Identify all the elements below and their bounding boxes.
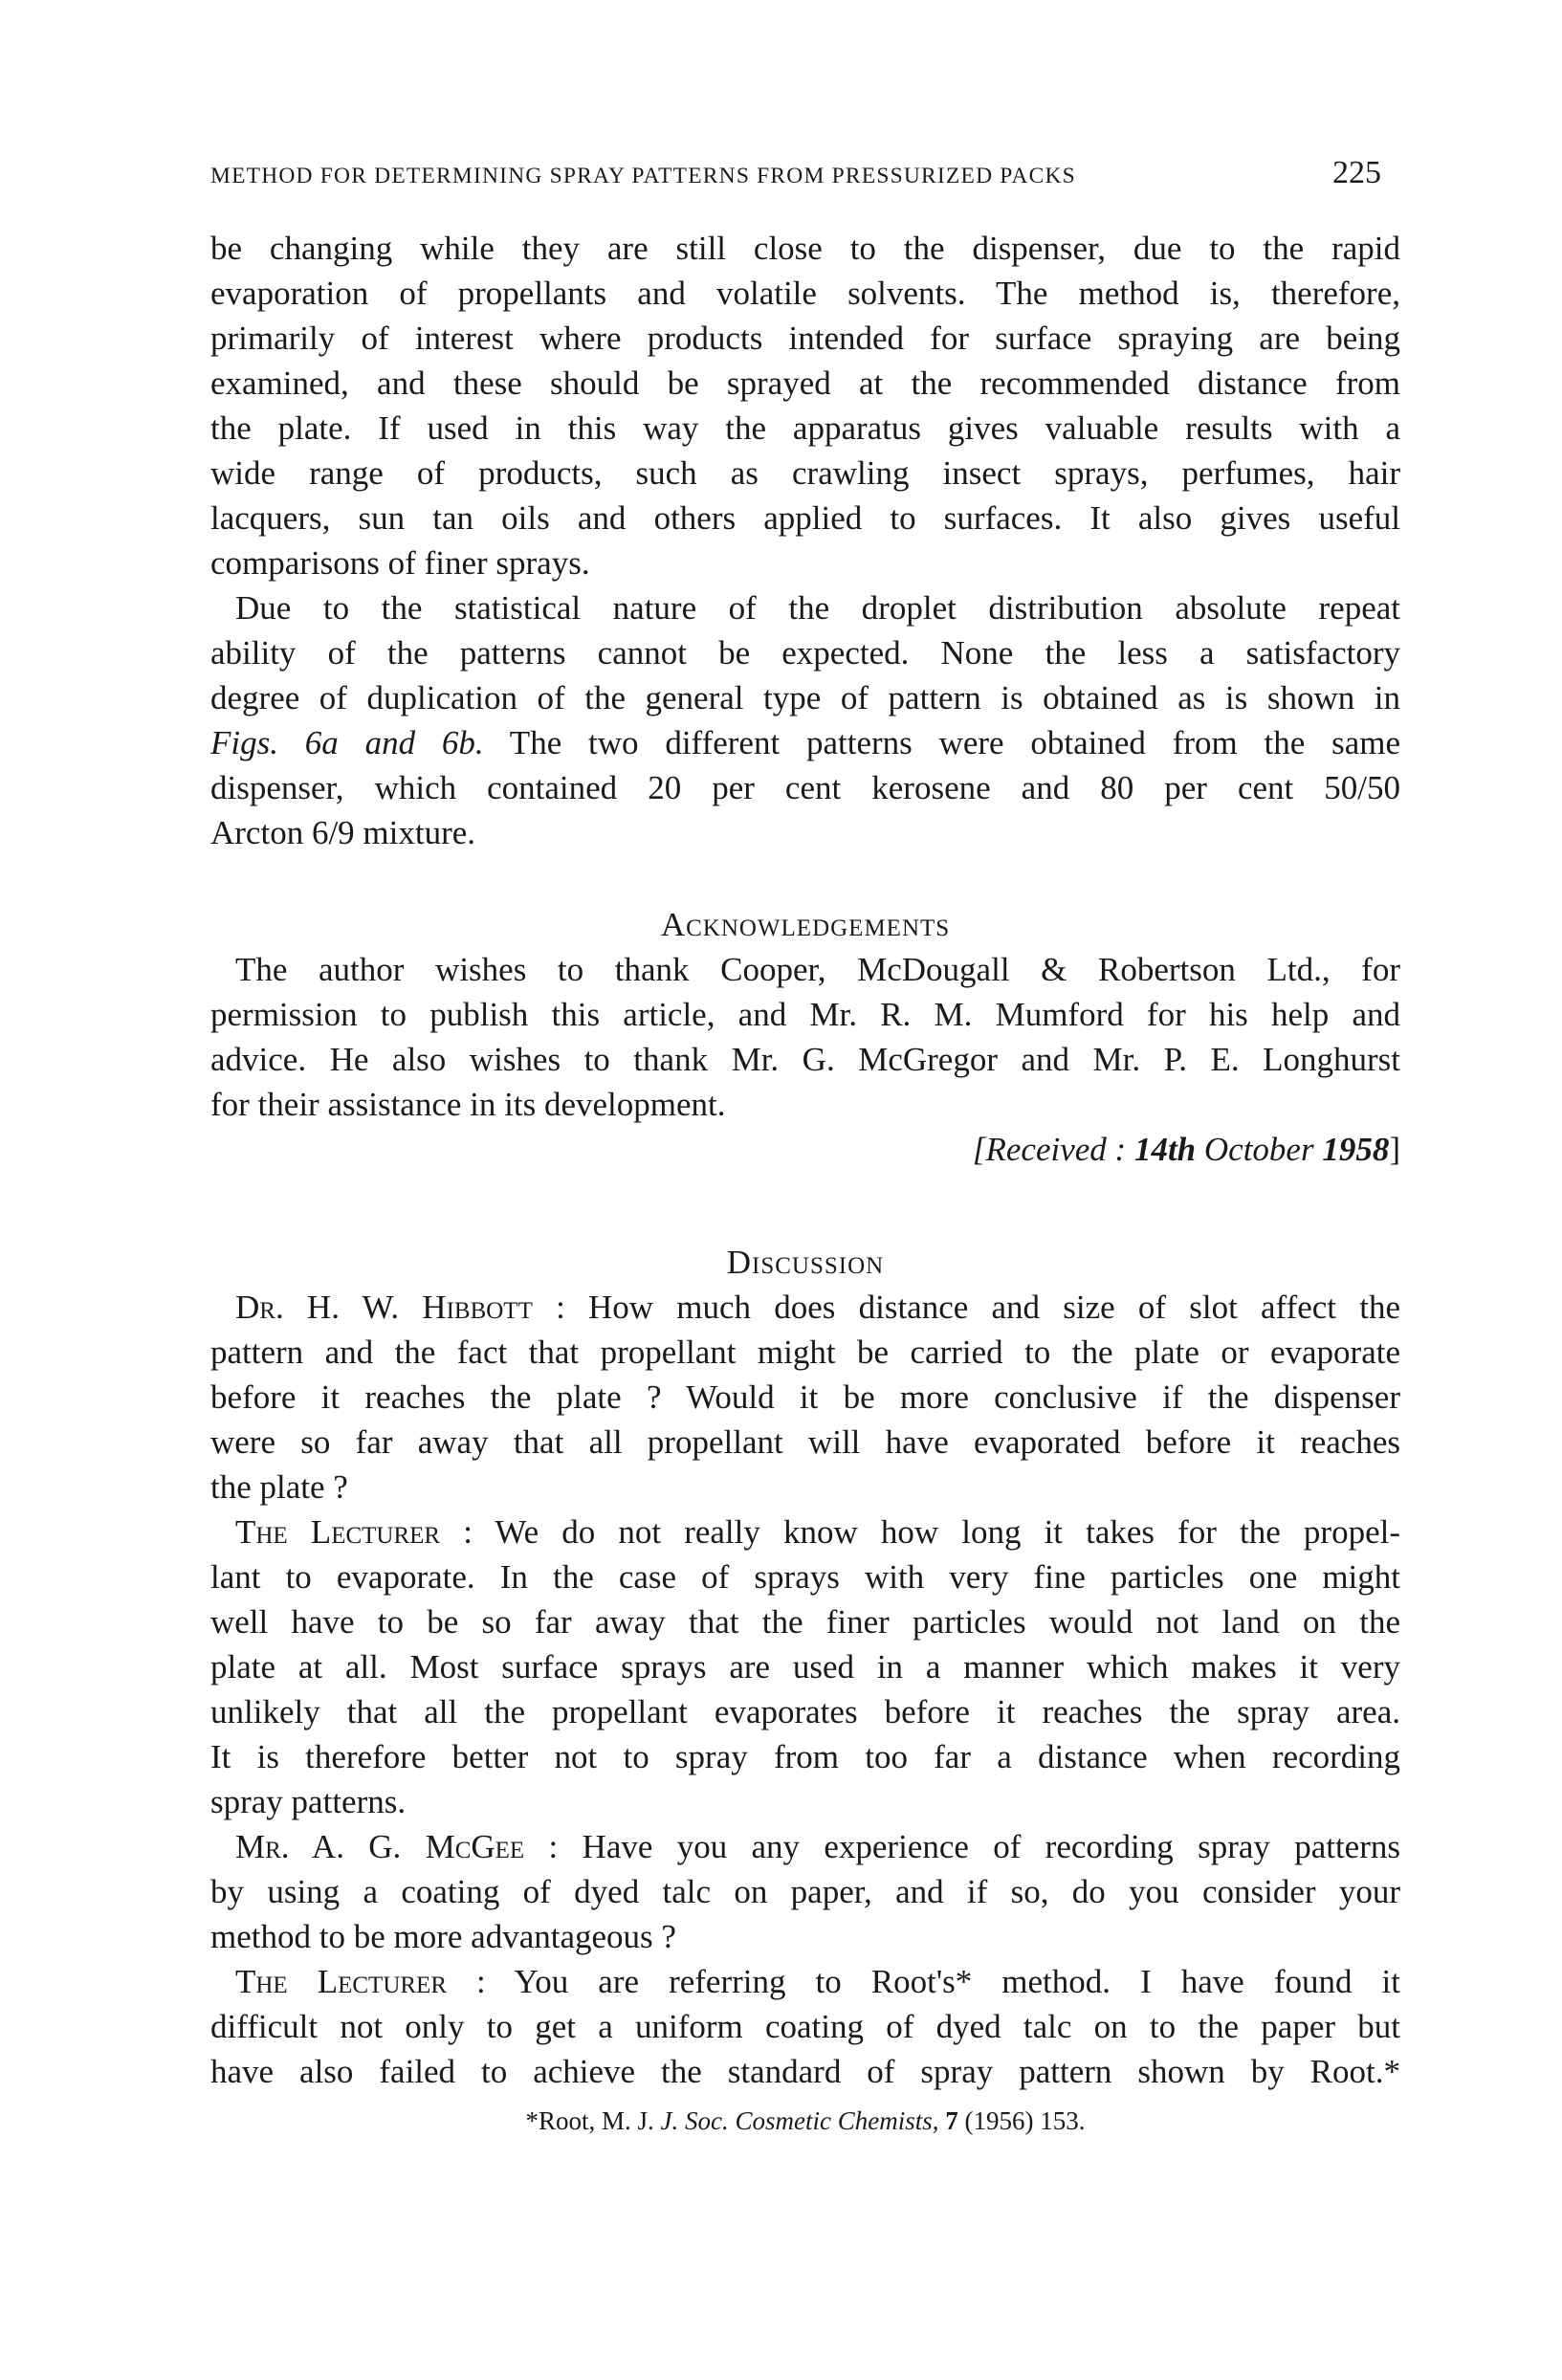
text-segment: : Have you any experience of recording spray patterns bbox=[524, 1828, 1400, 1865]
text-line bbox=[210, 271, 1400, 316]
speaker-name: Mr. A. G. McGee bbox=[235, 1828, 525, 1865]
text-segment: dispenser, which contained 20 per cent kerosene and 80 per cent 50/50 bbox=[210, 769, 1400, 806]
page-number: 225 bbox=[1332, 155, 1381, 190]
text-line bbox=[210, 1465, 1400, 1510]
text-segment: Due to the statistical nature of the droplet distribution absolute repeat bbox=[235, 589, 1400, 627]
text-line bbox=[210, 720, 1400, 765]
body-text bbox=[210, 226, 1400, 855]
text-line bbox=[210, 1869, 1400, 1914]
text-line bbox=[210, 1420, 1400, 1465]
text-line bbox=[210, 992, 1400, 1037]
text-segment: spray patterns. bbox=[210, 1783, 407, 1820]
text-line bbox=[210, 1824, 1400, 1869]
text-segment: were so far away that all propellant will have evaporated before it reaches bbox=[210, 1423, 1400, 1461]
text-line bbox=[210, 451, 1400, 496]
text-segment: have also failed to achieve the standard of spray pattern shown by Root.* bbox=[210, 2053, 1400, 2090]
text-segment: Arcton 6/9 mixture. bbox=[210, 814, 476, 851]
text-line bbox=[210, 585, 1400, 630]
text-line bbox=[210, 1914, 1400, 1959]
text-line bbox=[210, 1599, 1400, 1644]
running-header bbox=[210, 155, 1381, 197]
text-line bbox=[210, 947, 1400, 992]
text-line bbox=[210, 630, 1400, 675]
text-segment: 7 bbox=[945, 2106, 958, 2135]
discussion-section bbox=[210, 1240, 1400, 2094]
text-segment: difficult not only to get a uniform coating of dyed talc on to the paper but bbox=[210, 2008, 1400, 2045]
text-segment: the plate. If used in this way the apparatus gives valuable results with a bbox=[210, 409, 1400, 447]
text-segment: degree of duplication of the general type of pattern is obtained as is shown in bbox=[210, 679, 1400, 716]
text-segment: The author wishes to thank Cooper, McDougall & Robertson Ltd., for bbox=[235, 951, 1400, 988]
text-segment: 14th bbox=[1133, 1131, 1197, 1168]
text-line bbox=[210, 1959, 1400, 2004]
discussion-heading: Discussion bbox=[726, 1244, 885, 1281]
text-line bbox=[210, 1082, 1400, 1127]
text-segment: : You are referring to Root's* method. I have found it bbox=[447, 1963, 1400, 2000]
text-line bbox=[210, 226, 1400, 271]
text-segment: be changing while they are still close to the dispenser, due to the rapid bbox=[210, 230, 1400, 267]
footnote bbox=[210, 2102, 1400, 2140]
text-line bbox=[210, 1689, 1400, 1734]
text-segment: ability of the patterns cannot be expected. None the less a satisfactory bbox=[210, 634, 1400, 672]
speaker-name: The Lecturer bbox=[235, 1513, 441, 1551]
text-segment: well have to be so far away that the finer particles would not land on the bbox=[210, 1603, 1400, 1641]
text-line bbox=[210, 2004, 1400, 2049]
text-line bbox=[210, 540, 1400, 585]
text-segment: primarily of interest where products intended for surface spraying are being bbox=[210, 320, 1400, 357]
received-date bbox=[210, 1127, 1400, 1172]
text-segment: advice. He also wishes to thank Mr. G. McGregor and Mr. P. E. Longhurst bbox=[210, 1041, 1400, 1078]
text-segment: [Received : bbox=[972, 1131, 1134, 1168]
text-segment: Figs. 6a and 6b. bbox=[210, 724, 484, 761]
text-segment: pattern and the fact that propellant might be carried to the plate or evaporate bbox=[210, 1333, 1400, 1371]
text-line bbox=[210, 1554, 1400, 1599]
text-segment: permission to publish this article, and Mr. R. M. Mumford for his help and bbox=[210, 996, 1400, 1033]
running-title: METHOD FOR DETERMINING SPRAY PATTERNS FROM PRESSURIZED PACKS bbox=[210, 164, 1076, 188]
text-segment: by using a coating of dyed talc on paper, and if so, do you consider your bbox=[210, 1873, 1400, 1910]
text-line bbox=[210, 316, 1400, 361]
text-segment: the plate ? bbox=[210, 1468, 348, 1506]
acknowledgements-text bbox=[210, 947, 1400, 1127]
text-segment: J. Soc. Cosmetic Chemists, bbox=[660, 2106, 939, 2135]
text-segment: examined, and these should be sprayed at the recommended distance from bbox=[210, 364, 1400, 402]
text-segment: *Root, M. J. bbox=[525, 2106, 661, 2135]
text-line bbox=[210, 1734, 1400, 1779]
text-segment: : How much does distance and size of slot affect the bbox=[532, 1289, 1400, 1326]
speaker-name: Dr. H. W. Hibbott bbox=[235, 1289, 533, 1326]
speaker-name: The Lecturer bbox=[235, 1963, 448, 2000]
text-line bbox=[210, 406, 1400, 451]
text-line bbox=[210, 1375, 1400, 1420]
acknowledgements-heading: Acknowledgements bbox=[660, 906, 951, 943]
text-line bbox=[210, 1510, 1400, 1554]
text-segment: before it reaches the plate ? Would it be more conclusive if the dispenser bbox=[210, 1378, 1400, 1416]
text-line bbox=[210, 1037, 1400, 1082]
text-segment: lacquers, sun tan oils and others applied to surfaces. It also gives useful bbox=[210, 499, 1400, 537]
acknowledgements-section bbox=[210, 902, 1400, 1172]
text-segment: (1956) 153. bbox=[957, 2106, 1086, 2135]
text-segment: unlikely that all the propellant evaporates before it reaches the spray area. bbox=[210, 1693, 1400, 1730]
text-segment: October bbox=[1196, 1131, 1323, 1168]
text-segment: comparisons of finer sprays. bbox=[210, 544, 590, 582]
text-segment: for their assistance in its development. bbox=[210, 1086, 726, 1123]
discussion-text bbox=[210, 1285, 1400, 2094]
text-segment: plate at all. Most surface sprays are used in a manner which makes it very bbox=[210, 1648, 1400, 1686]
text-segment: wide range of products, such as crawling insect sprays, perfumes, hair bbox=[210, 454, 1400, 492]
text-segment: It is therefore better not to spray from too far a distance when recording bbox=[210, 1738, 1400, 1775]
text-line bbox=[210, 810, 1400, 855]
text-segment: evaporation of propellants and volatile solvents. The method is, therefore, bbox=[210, 275, 1400, 312]
text-line bbox=[210, 496, 1400, 540]
text-segment: ] bbox=[1389, 1131, 1400, 1168]
text-segment: 1958 bbox=[1322, 1131, 1390, 1168]
text-line bbox=[210, 1644, 1400, 1689]
text-line bbox=[210, 1330, 1400, 1375]
text-line bbox=[210, 361, 1400, 406]
text-segment: method to be more advantageous ? bbox=[210, 1918, 676, 1955]
text-segment: The two different patterns were obtained from the same bbox=[483, 724, 1400, 761]
text-line bbox=[210, 2049, 1400, 2094]
text-line bbox=[210, 1779, 1400, 1824]
text-segment: : We do not really know how long it takes for the propel- bbox=[440, 1513, 1400, 1551]
text-line bbox=[210, 765, 1400, 810]
text-segment: lant to evaporate. In the case of sprays with very fine particles one might bbox=[210, 1558, 1400, 1596]
text-line bbox=[210, 1285, 1400, 1330]
text-line bbox=[210, 675, 1400, 720]
